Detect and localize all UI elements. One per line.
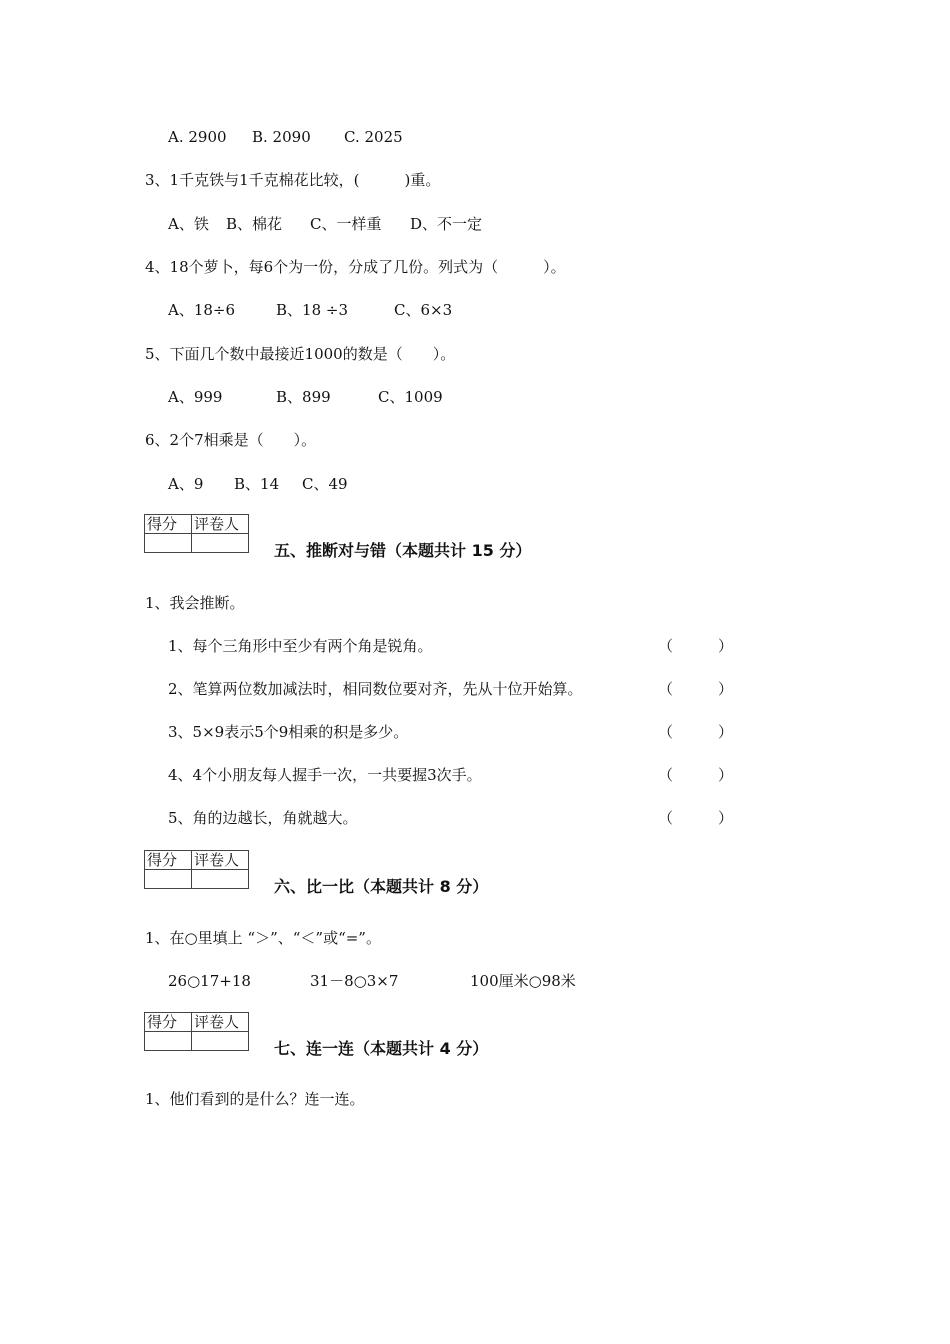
grader-cell (192, 534, 249, 553)
score-box-section5 (144, 514, 249, 553)
q5-stem: 5、下面几个数中最接近1000的数是（ ）。 (145, 345, 456, 363)
grader-cell (192, 870, 249, 889)
score-cell (145, 534, 192, 553)
section5-item-2: 2、笔算两位数加减法时，相同数位要对齐，先从十位开始算。 (168, 680, 583, 698)
section6-item-1: 26○17+18 (168, 972, 251, 990)
section6-question: 1、在○里填上 “＞”、“＜”或“=”。 (145, 929, 381, 947)
score-label: 得分 (145, 515, 192, 534)
section6-item-3: 100厘米○98米 (470, 972, 576, 990)
q2-option-a: A. 2900 (168, 128, 227, 146)
q4-stem: 4、18个萝卜，每6个为一份，分成了几份。列式为（ ）。 (145, 258, 566, 276)
grader-cell (192, 1032, 249, 1051)
score-cell (145, 870, 192, 889)
section6-title: 六、比一比（本题共计 8 分） (274, 877, 489, 896)
grader-label: 评卷人 (192, 515, 249, 534)
q2-option-c: C. 2025 (344, 128, 403, 146)
q3-option-b: B、棉花 (226, 215, 283, 233)
q2-option-b: B. 2090 (252, 128, 311, 146)
section5-answer-2[interactable]: （ ） (658, 680, 734, 698)
score-cell (145, 1032, 192, 1051)
q5-option-a: A、999 (168, 388, 223, 406)
section5-answer-4[interactable]: （ ） (658, 766, 734, 784)
q4-option-c: C、6×3 (394, 301, 453, 319)
q3-option-a: A、铁 (168, 215, 209, 233)
section5-answer-1[interactable]: （ ） (658, 637, 734, 655)
section5-question: 1、我会推断。 (145, 594, 245, 612)
section5-item-3: 3、5×9表示5个9相乘的积是多少。 (168, 723, 409, 741)
section5-item-4: 4、4个小朋友每人握手一次，一共要握3次手。 (168, 766, 482, 784)
score-label: 得分 (145, 851, 192, 870)
q5-option-c: C、1009 (378, 388, 443, 406)
section7-question: 1、他们看到的是什么？连一连。 (145, 1090, 365, 1108)
score-label: 得分 (145, 1013, 192, 1032)
q6-stem: 6、2个7相乘是（ ）。 (145, 431, 317, 449)
section5-title: 五、推断对与错（本题共计 15 分） (274, 541, 532, 560)
section7-title: 七、连一连（本题共计 4 分） (274, 1039, 489, 1058)
score-box-section7 (144, 1012, 249, 1051)
section5-answer-3[interactable]: （ ） (658, 723, 734, 741)
grader-label: 评卷人 (192, 1013, 249, 1032)
score-box-section6 (144, 850, 249, 889)
grader-label: 评卷人 (192, 851, 249, 870)
q3-option-c: C、一样重 (310, 215, 382, 233)
section5-item-5: 5、角的边越长，角就越大。 (168, 809, 358, 827)
q6-option-c: C、49 (302, 475, 348, 493)
section6-item-2: 31－8○3×7 (310, 972, 399, 990)
section5-answer-5[interactable]: （ ） (658, 809, 734, 827)
q3-option-d: D、不一定 (410, 215, 483, 233)
q4-option-a: A、18÷6 (168, 301, 236, 319)
q5-option-b: B、899 (276, 388, 331, 406)
q6-option-a: A、9 (168, 475, 204, 493)
q6-option-b: B、14 (234, 475, 280, 493)
q3-stem: 3、1千克铁与1千克棉花比较，( )重。 (145, 171, 441, 189)
q4-option-b: B、18 ÷3 (276, 301, 348, 319)
section5-item-1: 1、每个三角形中至少有两个角是锐角。 (168, 637, 433, 655)
